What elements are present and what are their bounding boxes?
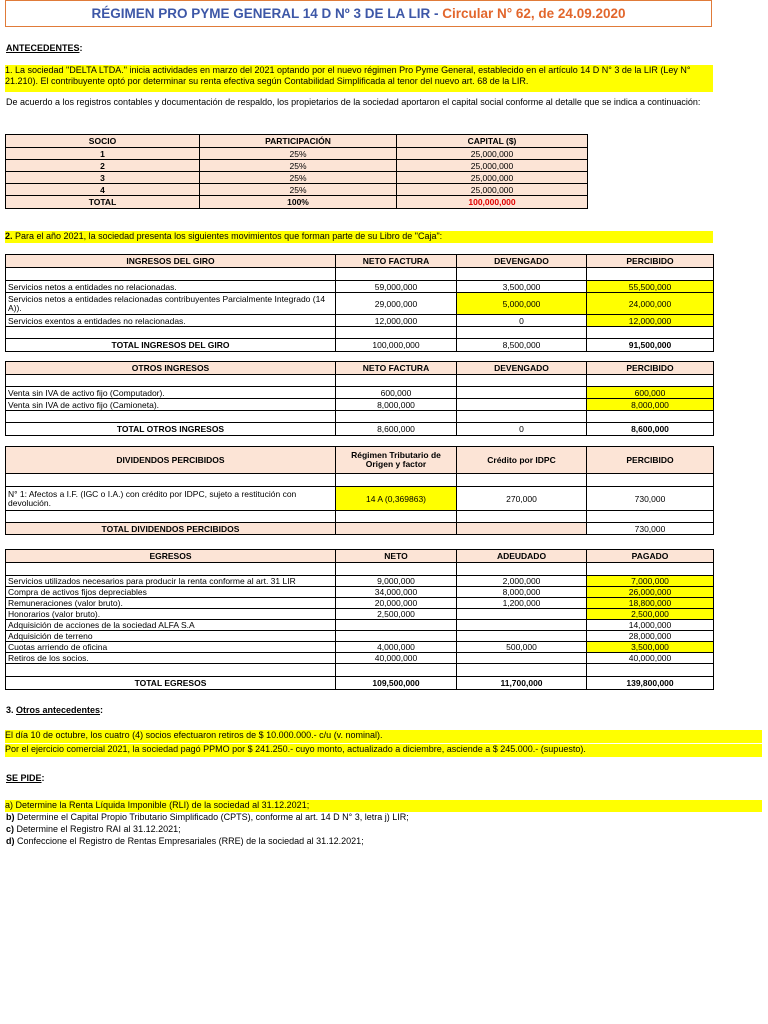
ingresos-header: INGRESOS DEL GIRO [6,255,336,268]
table-cell: 2 [6,160,200,172]
antecedentes-p1: 1. La sociedad "DELTA LTDA." inicia actividades en marzo del 2021 optando por el nuevo régimen Pro Pyme General, establecido en el artículo 14 D N° 3 de la LIR (Ley N° 21.210). El contribuyente optó por determinar su renta efectiva según Contabilidad Simplificada al tenor del nuevo art. 68 de la LIR. [5,65,713,92]
table-cell: 100,000,000 [336,339,457,352]
antecedentes-p2: De acuerdo a los registros contables y documentación de respaldo, los propietarios de la sociedad aportaron el capital social conforme al detalle que se indica a continuación: [6,97,701,107]
table-cell: 18,800,000 [587,598,714,609]
table-cell: Servicios netos a entidades no relacionadas. [6,281,336,293]
table-cell: 20,000,000 [336,598,457,609]
table-cell [457,609,587,620]
table-cell: Servicios utilizados necesarios para producir la renta conforme al art. 31 LIR [6,576,336,587]
dividendos-table [5,446,714,535]
table-cell: 109,500,000 [336,677,457,690]
dividendos-header: Crédito por IDPC [457,447,587,474]
table-cell: 1,200,000 [457,598,587,609]
table-cell: 730,000 [587,487,714,511]
table-cell: TOTAL DIVIDENDOS PERCIBIDOS [6,523,336,535]
table-cell: Venta sin IVA de activo fijo (Computador). [6,387,336,399]
table-cell: 730,000 [587,523,714,535]
sepide-item-b: b) Determine el Capital Propio Tributario Simplificado (CPTS), conforme al art. 14 D N° 3, letra j) LIR; [6,812,409,822]
table-cell: TOTAL INGRESOS DEL GIRO [6,339,336,352]
table-cell: 25% [200,160,397,172]
table-cell: 270,000 [457,487,587,511]
section3-line1: El día 10 de octubre, los cuatro (4) socios efectuaron retiros de $ 10.000.000.- c/u (v. nominal). [5,730,762,743]
table-cell: 59,000,000 [336,281,457,293]
table-cell: 14,000,000 [587,620,714,631]
table-cell: 14 A (0,369863) [336,487,457,511]
table-cell: 0 [457,315,587,327]
table-cell: 9,000,000 [336,576,457,587]
table-cell: 5,000,000 [457,293,587,315]
table-cell: 2,000,000 [457,576,587,587]
ingresos-header: NETO FACTURA [336,255,457,268]
table-cell: 29,000,000 [336,293,457,315]
otros-header: PERCIBIDO [587,362,714,375]
table-cell: Cuotas arriendo de oficina [6,642,336,653]
table-cell: 28,000,000 [587,631,714,642]
table-cell [336,631,457,642]
section3-line2: Por el ejercicio comercial 2021, la sociedad pagó PPMO por $ 241.250.- cuyo monto, actualizado a diciembre, asciende a $ 245.000.- (supuesto). [5,744,762,757]
socios-header: PARTICIPACIÓN [200,135,397,148]
table-cell: 25% [200,184,397,196]
section2-text: 2. Para el año 2021, la sociedad presenta los siguientes movimientos que forman parte de su Libro de "Caja": [5,231,713,243]
table-cell: Remuneraciones (valor bruto). [6,598,336,609]
table-cell: 8,500,000 [457,339,587,352]
table-cell [457,399,587,411]
table-cell: 26,000,000 [587,587,714,598]
table-cell: 24,000,000 [587,293,714,315]
sepide-item-a: a) Determine la Renta Líquida Imponible (RLI) de la sociedad al 31.12.2021; [5,800,762,812]
sepide-heading: SE PIDE: [6,773,45,783]
table-cell: 3 [6,172,200,184]
table-cell: TOTAL EGRESOS [6,677,336,690]
table-cell: Honorarios (valor bruto). [6,609,336,620]
table-cell: 3,500,000 [457,281,587,293]
table-cell: 600,000 [336,387,457,399]
table-cell: TOTAL [6,196,200,209]
sepide-item-d: d) Confeccione el Registro de Rentas Empresariales (RRE) de la sociedad al 31.12.2021; [6,836,364,846]
table-cell: 25,000,000 [397,172,588,184]
egresos-header: NETO [336,550,457,563]
table-cell [457,631,587,642]
otros-ingresos-table [5,361,714,436]
table-cell: 25,000,000 [397,160,588,172]
sepide-item-c: c) Determine el Registro RAI al 31.12.2021; [6,824,181,834]
table-cell: 0 [457,423,587,436]
table-cell: 55,500,000 [587,281,714,293]
table-cell: 8,600,000 [587,423,714,436]
table-cell: 2,500,000 [587,609,714,620]
table-cell: Retiros de los socios. [6,653,336,664]
table-cell: 40,000,000 [336,653,457,664]
section3-heading: 3. Otros antecedentes: [6,705,104,715]
antecedentes-heading: ANTECEDENTES: [6,43,83,53]
ingresos-table [5,254,714,352]
egresos-table [5,549,714,690]
dividendos-header: PERCIBIDO [587,447,714,474]
ingresos-header: DEVENGADO [457,255,587,268]
table-cell [457,620,587,631]
table-cell [336,620,457,631]
table-cell: 25% [200,172,397,184]
table-cell: 7,000,000 [587,576,714,587]
table-cell: 25,000,000 [397,148,588,160]
table-cell [457,387,587,399]
table-cell: 12,000,000 [587,315,714,327]
table-cell: 3,500,000 [587,642,714,653]
table-cell: 8,000,000 [587,399,714,411]
table-cell: 8,000,000 [457,587,587,598]
table-cell: 2,500,000 [336,609,457,620]
table-cell: 25,000,000 [397,184,588,196]
dividendos-header: DIVIDENDOS PERCIBIDOS [6,447,336,474]
table-cell: Compra de activos fijos depreciables [6,587,336,598]
otros-header: NETO FACTURA [336,362,457,375]
table-cell: 12,000,000 [336,315,457,327]
otros-header: OTROS INGRESOS [6,362,336,375]
table-cell: 100,000,000 [397,196,588,209]
socios-header: CAPITAL ($) [397,135,588,148]
table-cell: 600,000 [587,387,714,399]
table-cell: 8,600,000 [336,423,457,436]
table-cell: 40,000,000 [587,653,714,664]
egresos-header: PAGADO [587,550,714,563]
table-cell: 4 [6,184,200,196]
egresos-header: ADEUDADO [457,550,587,563]
ingresos-header: PERCIBIDO [587,255,714,268]
table-cell: Adquisición de terreno [6,631,336,642]
table-cell: 34,000,000 [336,587,457,598]
table-cell: Servicios netos a entidades relacionadas contribuyentes Parcialmente Integrado (14 A)). [6,293,336,315]
table-cell: 1 [6,148,200,160]
table-cell: Adquisición de acciones de la sociedad ALFA S.A [6,620,336,631]
table-cell: Servicios exentos a entidades no relacionadas. [6,315,336,327]
socios-header: SOCIO [6,135,200,148]
dividendos-header: Régimen Tributario de Origen y factor [336,447,457,474]
egresos-header: EGRESOS [6,550,336,563]
table-cell: 4,000,000 [336,642,457,653]
table-cell: N° 1: Afectos a I.F. (IGC o I.A.) con crédito por IDPC, sujeto a restitución con devolución. [6,487,336,511]
table-cell: 100% [200,196,397,209]
table-cell: Venta sin IVA de activo fijo (Camioneta). [6,399,336,411]
page-title: RÉGIMEN PRO PYME GENERAL 14 D Nº 3 DE LA LIR - Circular N° 62, de 24.09.2020 [5,0,712,27]
table-cell: 500,000 [457,642,587,653]
table-cell [457,653,587,664]
table-cell: 139,800,000 [587,677,714,690]
socios-table [5,134,588,209]
table-cell: 25% [200,148,397,160]
table-cell: 11,700,000 [457,677,587,690]
table-cell: 91,500,000 [587,339,714,352]
otros-header: DEVENGADO [457,362,587,375]
table-cell: TOTAL OTROS INGRESOS [6,423,336,436]
table-cell: 8,000,000 [336,399,457,411]
